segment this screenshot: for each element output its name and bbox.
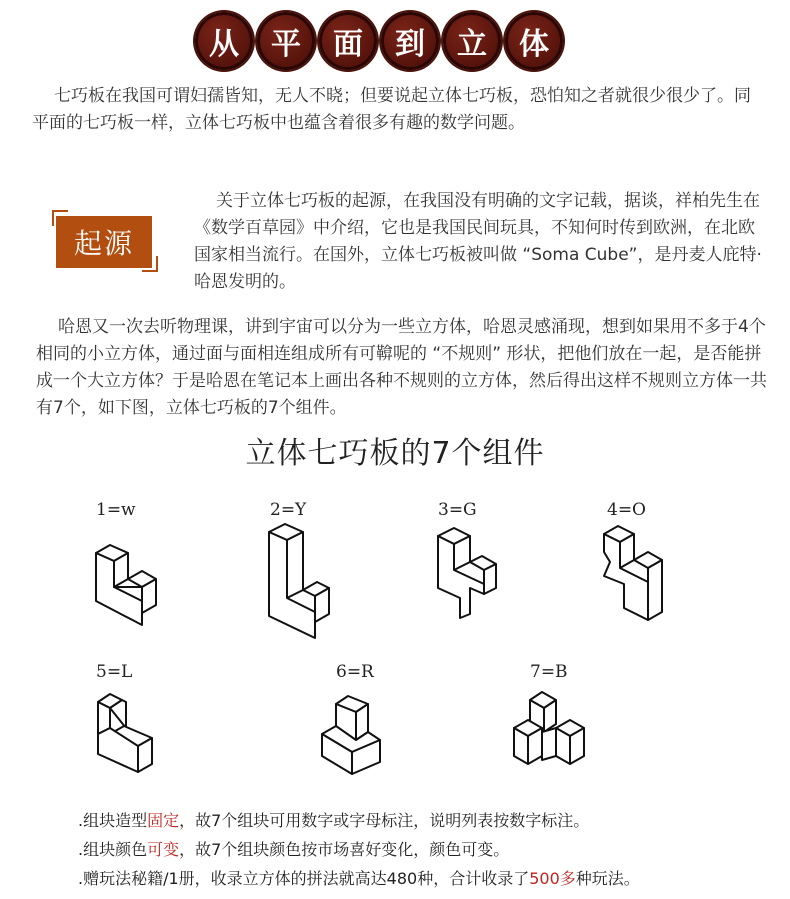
piece-6-drawing: [318, 688, 398, 788]
note-text: ，故7个组块颜色按市场喜好变化，颜色可变。: [179, 840, 510, 859]
note-1: [78, 808, 589, 831]
note-2: [78, 837, 509, 860]
piece-7-drawing: [512, 688, 592, 788]
note-highlight: 可变: [147, 840, 180, 859]
title-char: 到: [381, 12, 439, 70]
note-highlight: 固定: [147, 811, 180, 830]
origin-paragraph: [194, 188, 764, 296]
origin-badge: [52, 210, 154, 266]
piece-2-drawing: [263, 520, 343, 650]
note-text: ，故7个组块可用数字或字母标注，说明列表按数字标注。: [179, 811, 590, 830]
section-title: 立体七巧板的7个组件: [245, 436, 545, 471]
note-highlight: 500多: [529, 869, 576, 888]
piece-label-2: 2=Y: [270, 500, 307, 520]
story-paragraph: [36, 314, 771, 422]
note-text: .组块造型: [78, 811, 148, 830]
story-text: 哈恩又一次去听物理课，讲到宇宙可以分为一些立方体，哈恩灵感涌现，想到如果用不多于4个相同的小立方体，通过面与面相连组成所有可鞥呢的 “不规则” 形状，把他们放在一起，是否能拼成一个大立方体？于是哈恩在笔记本上画出各种不规则的立方体，然后得出这样不规则立方体一共有7个，如下图，立体七巧板的7个组件。: [36, 317, 767, 418]
piece-label-1: 1=w: [96, 500, 136, 520]
piece-label-6: 6=R: [336, 662, 374, 682]
title-char: 立: [443, 12, 501, 70]
piece-label-7: 7=B: [530, 662, 568, 682]
piece-4-drawing: [600, 522, 680, 632]
title-char: 面: [319, 12, 377, 70]
page-title: [195, 12, 563, 70]
note-text: 种玩法。: [575, 869, 640, 888]
piece-label-5: 5=L: [96, 662, 133, 682]
title-char: 平: [257, 12, 315, 70]
title-char: 从: [195, 12, 253, 70]
corner-decoration: [142, 256, 158, 272]
intro-paragraph: [32, 83, 762, 137]
piece-label-4: 4=O: [607, 500, 646, 520]
origin-text: 关于立体七巧板的起源，在我国没有明确的文字记载，据谈，祥柏先生在《数学百草园》中介绍，它也是我国民间玩具，不知何时传到欧洲，在北欧国家相当流行。在国外，立体七巧板被叫做 “Soma Cube”，是丹麦人庇特·哈恩发明的。: [194, 191, 762, 292]
intro-text: 七巧板在我国可谓妇孺皆知，无人不晓；但要说起立体七巧板，恐怕知之者就很少很少了。同平面的七巧板一样，立体七巧板中也蕴含着很多有趣的数学问题。: [32, 86, 751, 133]
piece-label-3: 3=G: [438, 500, 477, 520]
piece-3-drawing: [432, 522, 512, 632]
piece-1-drawing: [90, 535, 170, 635]
piece-5-drawing: [92, 688, 172, 788]
note-text: .组块颜色: [78, 840, 148, 859]
note-3: [78, 866, 640, 889]
origin-badge-label: 起源: [56, 216, 152, 268]
note-text: .赠玩法秘籍/1册，收录立方体的拼法就高达480种，合计收录了: [78, 869, 530, 888]
title-char: 体: [505, 12, 563, 70]
